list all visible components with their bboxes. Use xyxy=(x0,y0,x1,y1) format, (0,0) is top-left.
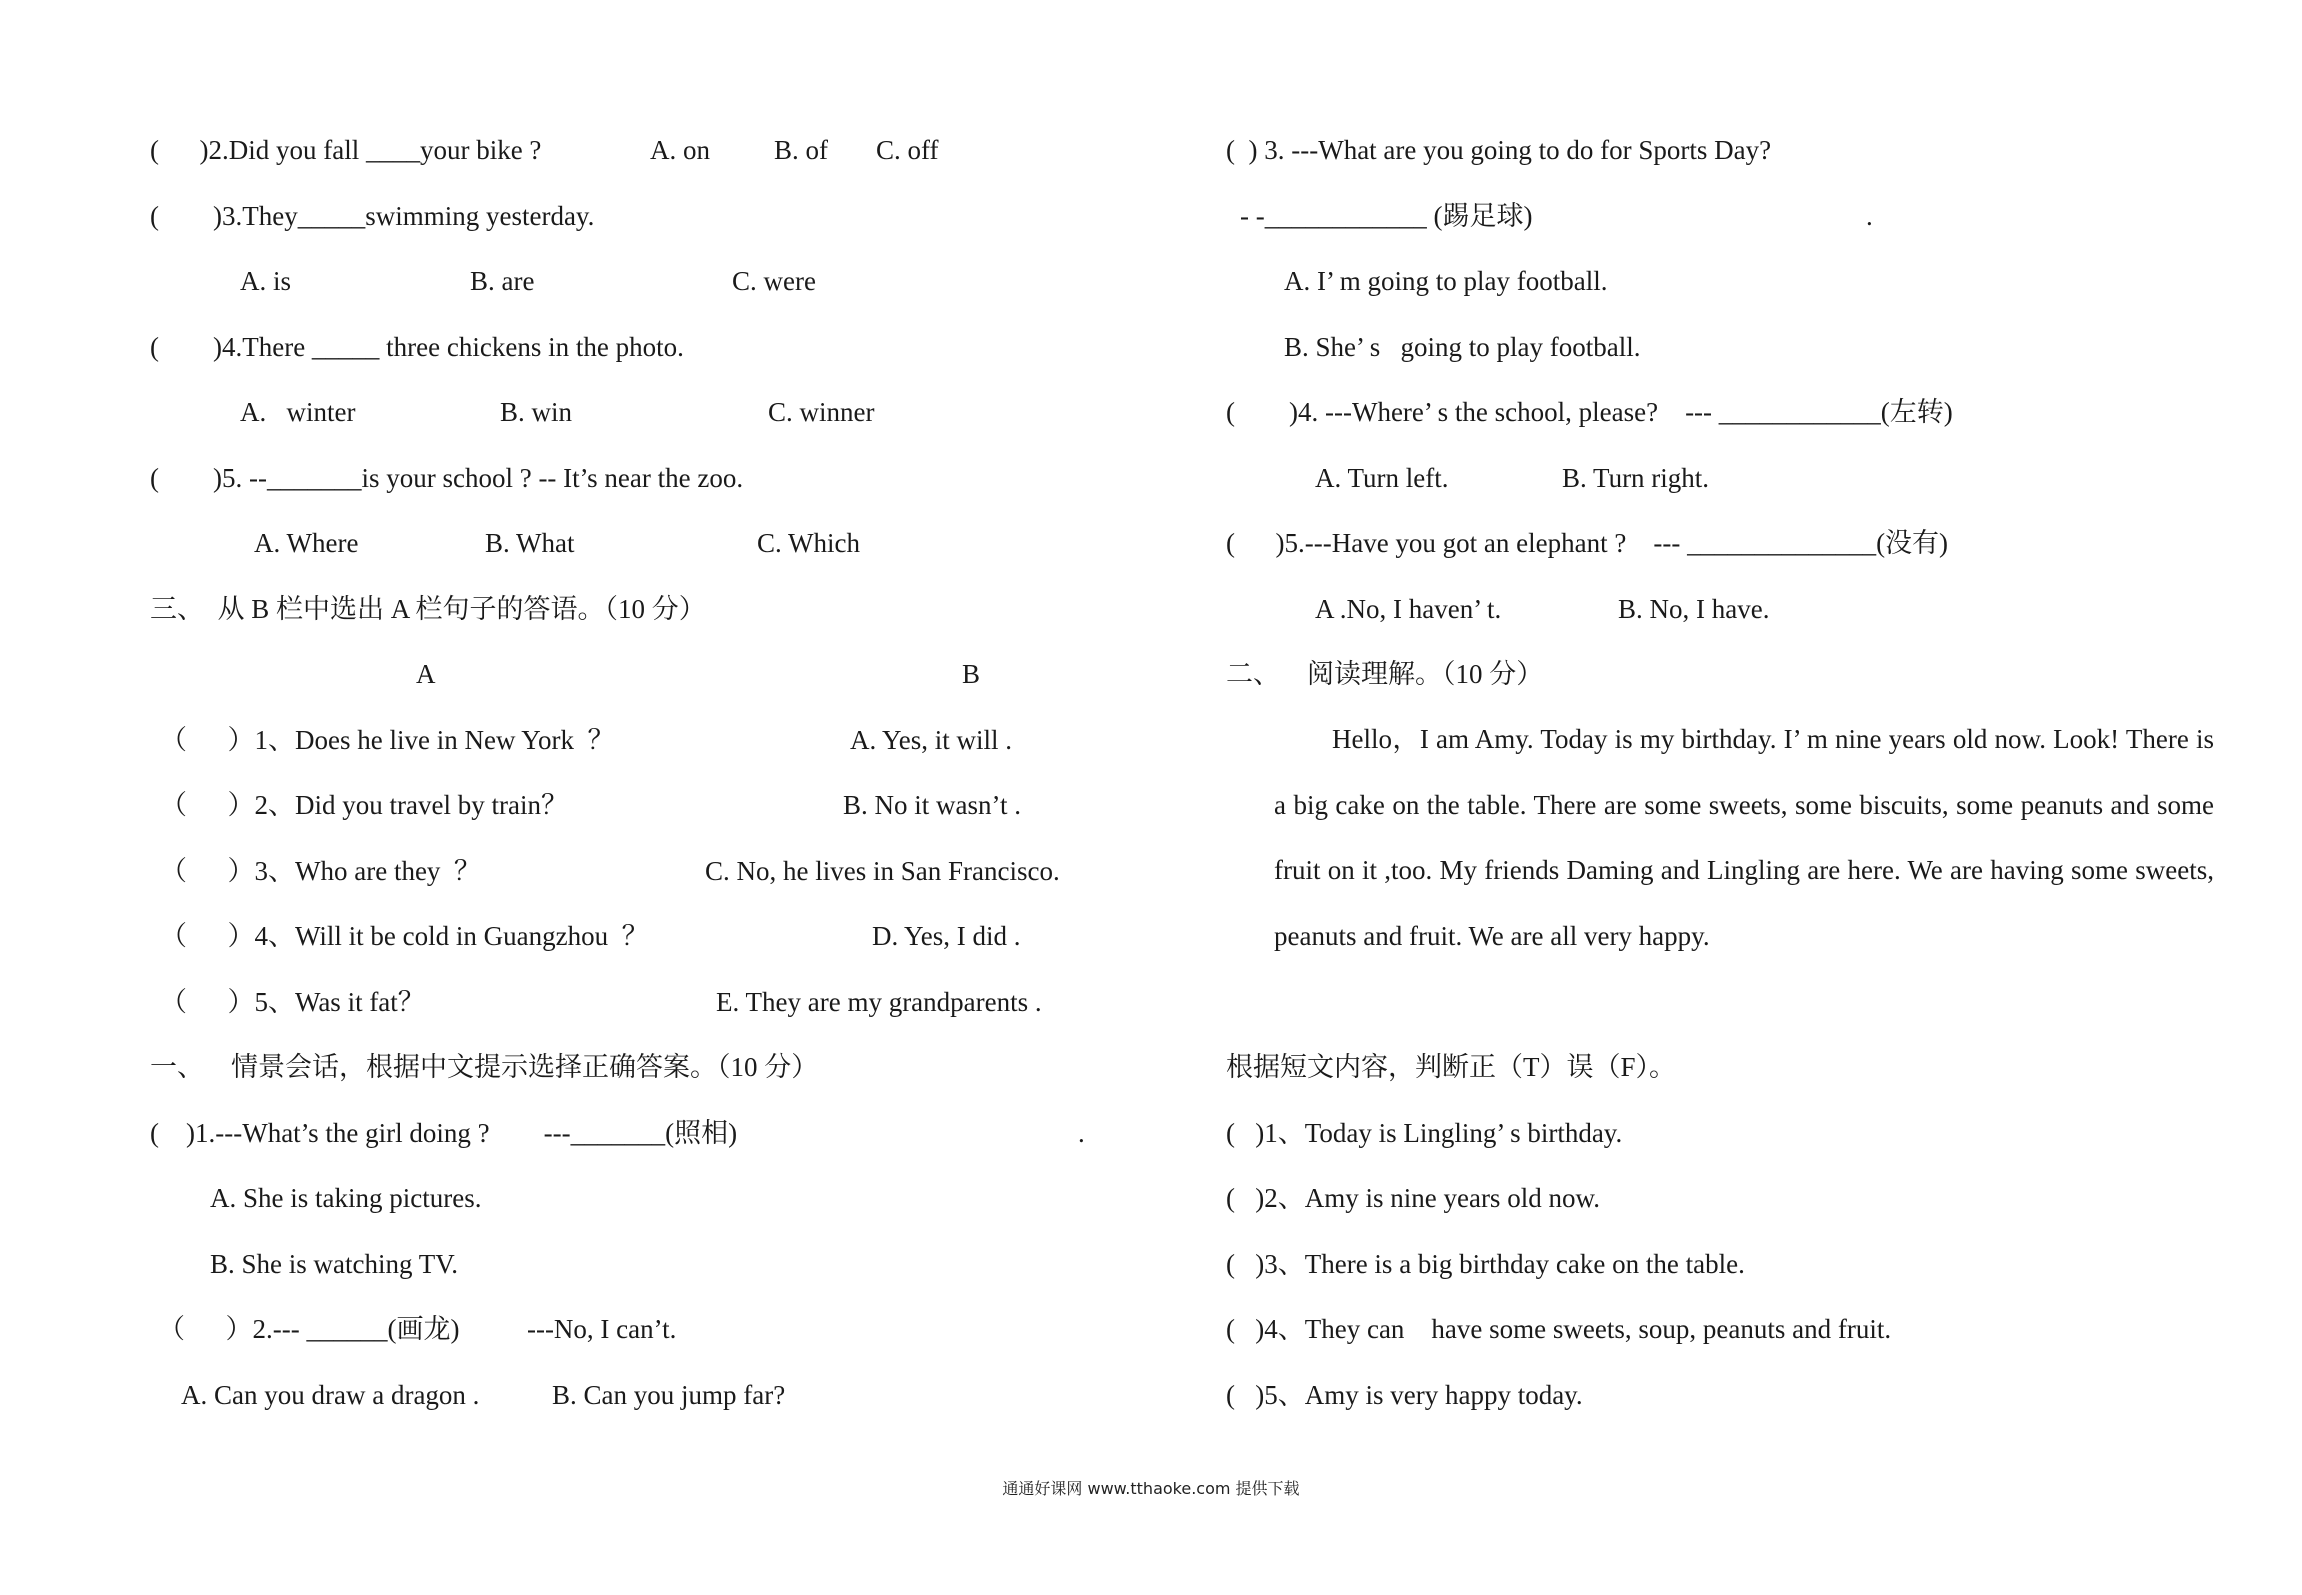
option-a: A. Where xyxy=(254,528,359,558)
option-b: B. She’ s going to play football. xyxy=(1284,332,1641,362)
option-b: B. are xyxy=(470,266,535,296)
dialogue-question-5: ( )5.---Have you got an elephant ? --- ______________(没有) xyxy=(1226,528,1949,558)
option-b: B. No, I have. xyxy=(1618,594,1770,624)
option-b: B. win xyxy=(500,397,573,427)
column-b-header: B xyxy=(962,659,981,689)
answer-blank: - -____________ (踢足球) xyxy=(1240,201,1533,231)
option-b: B. What xyxy=(485,528,575,558)
true-false-item-3: ( )3、There is a big birthday cake on the table. xyxy=(1226,1249,1745,1279)
option-b: B. She is watching TV. xyxy=(210,1249,459,1279)
option-a: A. Turn left. xyxy=(1315,463,1449,493)
question-3: ( )3.They_____swimming yesterday. xyxy=(150,201,595,231)
dialogue-question-3: ( ) 3. ---What are you going to do for Sports Day? xyxy=(1226,135,1772,165)
match-question-3: （ ）3、Who are they ？ xyxy=(160,856,481,886)
option-b: B. of xyxy=(774,135,828,165)
option-a: A. is xyxy=(240,266,292,296)
match-option-e: E. They are my grandparents . xyxy=(716,987,1042,1017)
match-question-4: （ ）4、Will it be cold in Guangzhou ？ xyxy=(160,921,649,951)
match-option-c: C. No, he lives in San Francisco. xyxy=(705,856,1060,886)
page-footer: 通通好课网 www.tthaoke.com 提供下载 xyxy=(1002,1479,1300,1498)
column-a-header: A xyxy=(416,659,436,689)
match-option-d: D. Yes, I did . xyxy=(872,921,1021,951)
match-option-a: A. Yes, it will . xyxy=(850,725,1013,755)
option-a: A. winter xyxy=(240,397,356,427)
true-false-item-1: ( )1、Today is Lingling’ s birthday. xyxy=(1226,1118,1623,1148)
option-b: B. Turn right. xyxy=(1562,463,1710,493)
dialogue-question-1: ( )1.---What’s the girl doing ? ---_______(照相) xyxy=(150,1118,738,1148)
option-c: C. were xyxy=(732,266,816,296)
question-2: ( )2.Did you fall ____your bike ? xyxy=(150,135,542,165)
section-3-title: 三、 从 B 栏中选出 A 栏句子的答语。（10 分） xyxy=(150,594,706,624)
true-false-item-2: ( )2、Amy is nine years old now. xyxy=(1226,1183,1600,1213)
option-c: C. winner xyxy=(768,397,875,427)
true-false-instructions: 根据短文内容，判断正（T）误（F）。 xyxy=(1226,1052,1677,1082)
option-a: A .No, I haven’ t. xyxy=(1315,594,1502,624)
match-question-1: （ ）1、Does he live in New York ？ xyxy=(160,725,615,755)
reading-passage: Hello，I am Amy. Today is my birthday. I’ m nine years old now. Look! There is a big cake on the table. There are some sweets, some biscuits, some peanuts and some fruit on it ,too. My friends Daming and Lingling are here. We are having some sweets, peanuts and fruit. We are all very happy. xyxy=(1274,724,2214,951)
section-1-title: 一、 情景会话，根据中文提示选择正确答案。（10 分） xyxy=(150,1052,819,1082)
section-2-title: 二、 阅读理解。（10 分） xyxy=(1226,659,1544,689)
question-4: ( )4.There _____ three chickens in the photo. xyxy=(150,332,684,362)
option-a: A. Can you draw a dragon . xyxy=(181,1380,480,1410)
question-5: ( )5. --_______is your school ? -- It’s near the zoo. xyxy=(150,463,744,493)
match-question-5: （ ）5、Was it fat？ xyxy=(160,987,425,1017)
option-a: A. on xyxy=(650,135,710,165)
match-question-2: （ ）2、Did you travel by train？ xyxy=(160,790,568,820)
trailing-dot: . xyxy=(1866,201,1873,231)
option-c: C. Which xyxy=(757,528,860,558)
option-c: C. off xyxy=(876,135,939,165)
option-b: B. Can you jump far? xyxy=(552,1380,786,1410)
trailing-dot: . xyxy=(1078,1118,1085,1148)
dialogue-question-4: ( )4. ---Where’ s the school, please? --- ____________(左转) xyxy=(1226,397,1953,427)
true-false-item-4: ( )4、They can have some sweets, soup, peanuts and fruit. xyxy=(1226,1314,1892,1344)
option-a: A. I’ m going to play football. xyxy=(1284,266,1608,296)
option-a: A. She is taking pictures. xyxy=(210,1183,482,1213)
match-option-b: B. No it wasn’t . xyxy=(843,790,1022,820)
true-false-item-5: ( )5、Amy is very happy today. xyxy=(1226,1380,1583,1410)
dialogue-question-2: （ ）2.--- ______(画龙) ---No, I can’t. xyxy=(158,1314,677,1344)
